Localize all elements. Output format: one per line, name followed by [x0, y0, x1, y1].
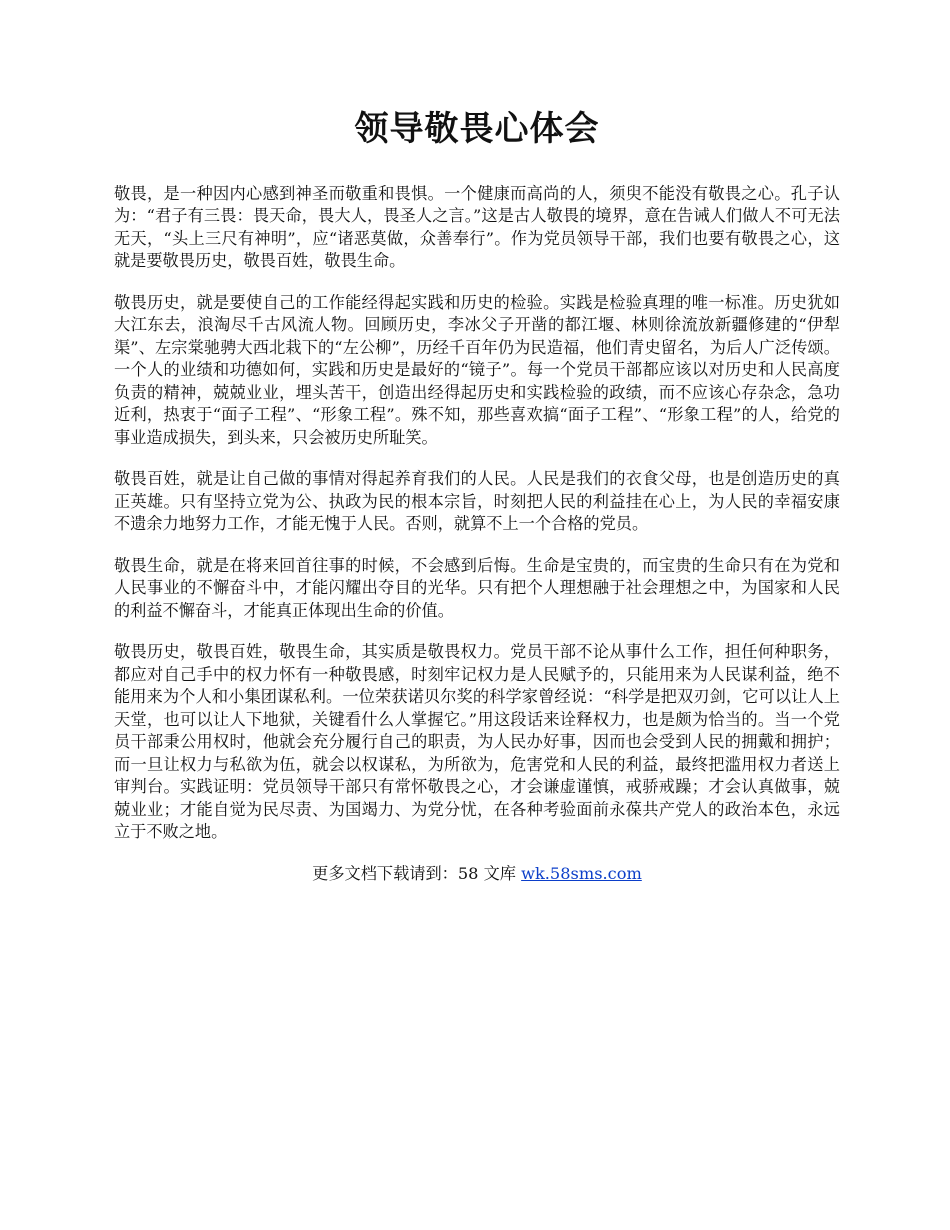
paragraph-4: 敬畏生命，就是在将来回首往事的时候，不会感到后悔。生命是宝贵的，而宝贵的生命只有在为党和人民事业的不懈奋斗中，才能闪耀出夺目的光华。只有把个人理想融于社会理想之中，为国家和人民的利益不懈奋斗，才能真正体现出生命的价值。: [114, 555, 840, 620]
paragraph-5: 敬畏历史，敬畏百姓，敬畏生命，其实质是敬畏权力。党员干部不论从事什么工作，担任何种职务，都应对自己手中的权力怀有一种敬畏感，时刻牢记权力是人民赋予的，只能用来为人民谋利益，绝不能用来为个人和小集团谋私利。一位荣获诺贝尔奖的科学家曾经说：“科学是把双刃剑，它可以让人上天堂，也可以让人下地狱，关键看什么人掌握它。”用这段话来诠释权力，也是颇为恰当的。当一个党员干部秉公用权时，他就会充分履行自己的职责，为人民办好事，因而也会受到人民的拥戴和拥护；而一旦让权力与私欲为伍，就会以权谋私，为所欲为，危害党和人民的利益，最终把滥用权力者送上审判台。实践证明：党员领导干部只有常怀敬畏之心，才会谦虚谨慎，戒骄戒躁；才会认真做事，兢兢业业；才能自觉为民尽责、为国竭力、为党分忧，在各种考验面前永葆共产党人的政治本色，永远立于不败之地。: [114, 642, 840, 841]
paragraph-3: 敬畏百姓，就是让自己做的事情对得起养育我们的人民。人民是我们的衣食父母，也是创造历史的真正英雄。只有坚持立党为公、执政为民的根本宗旨，时刻把人民的利益挂在心上，为人民的幸福安康不遗余力地努力工作，才能无愧于人民。否则，就算不上一个合格的党员。: [114, 469, 840, 533]
download-footer: [114, 863, 840, 885]
document-title: 领导敬畏心体会: [354, 109, 600, 149]
document-page: [114, 108, 840, 885]
footer-link[interactable]: wk.58sms.com: [521, 863, 642, 883]
footer-prefix-text: 更多文档下载请到：58 文库: [312, 863, 522, 883]
paragraph-1: 敬畏，是一种因内心感到神圣而敬重和畏惧。一个健康而高尚的人，须臾不能没有敬畏之心。孔子认为：“君子有三畏：畏天命，畏大人，畏圣人之言。”这是古人敬畏的境界，意在告诫人们做人不可无法无天，“头上三尺有神明”，应“诸恶莫做，众善奉行”。作为党员领导干部，我们也要有敬畏之心，这就是要敬畏历史，敬畏百姓，敬畏生命。: [114, 183, 840, 270]
paragraph-2: 敬畏历史，就是要使自己的工作能经得起实践和历史的检验。实践是检验真理的唯一标准。历史犹如大江东去，浪淘尽千古风流人物。回顾历史，李冰父子开凿的都江堰、林则徐流放新疆修建的“伊犁渠”、左宗棠驰骋大西北栽下的“左公柳”，历经千百年仍为民造福，他们青史留名，为后人广泛传颂。一个人的业绩和功德如何，实践和历史是最好的“镜子”。每一个党员干部都应该以对历史和人民高度负责的精神，兢兢业业，埋头苦干，创造出经得起历史和实践检验的政绩，而不应该心存杂念，急功近利，热衷于“面子工程”、“形象工程”。殊不知，那些喜欢搞“面子工程”、“形象工程”的人，给党的事业造成损失，到头来，只会被历史所耻笑。: [114, 292, 840, 447]
